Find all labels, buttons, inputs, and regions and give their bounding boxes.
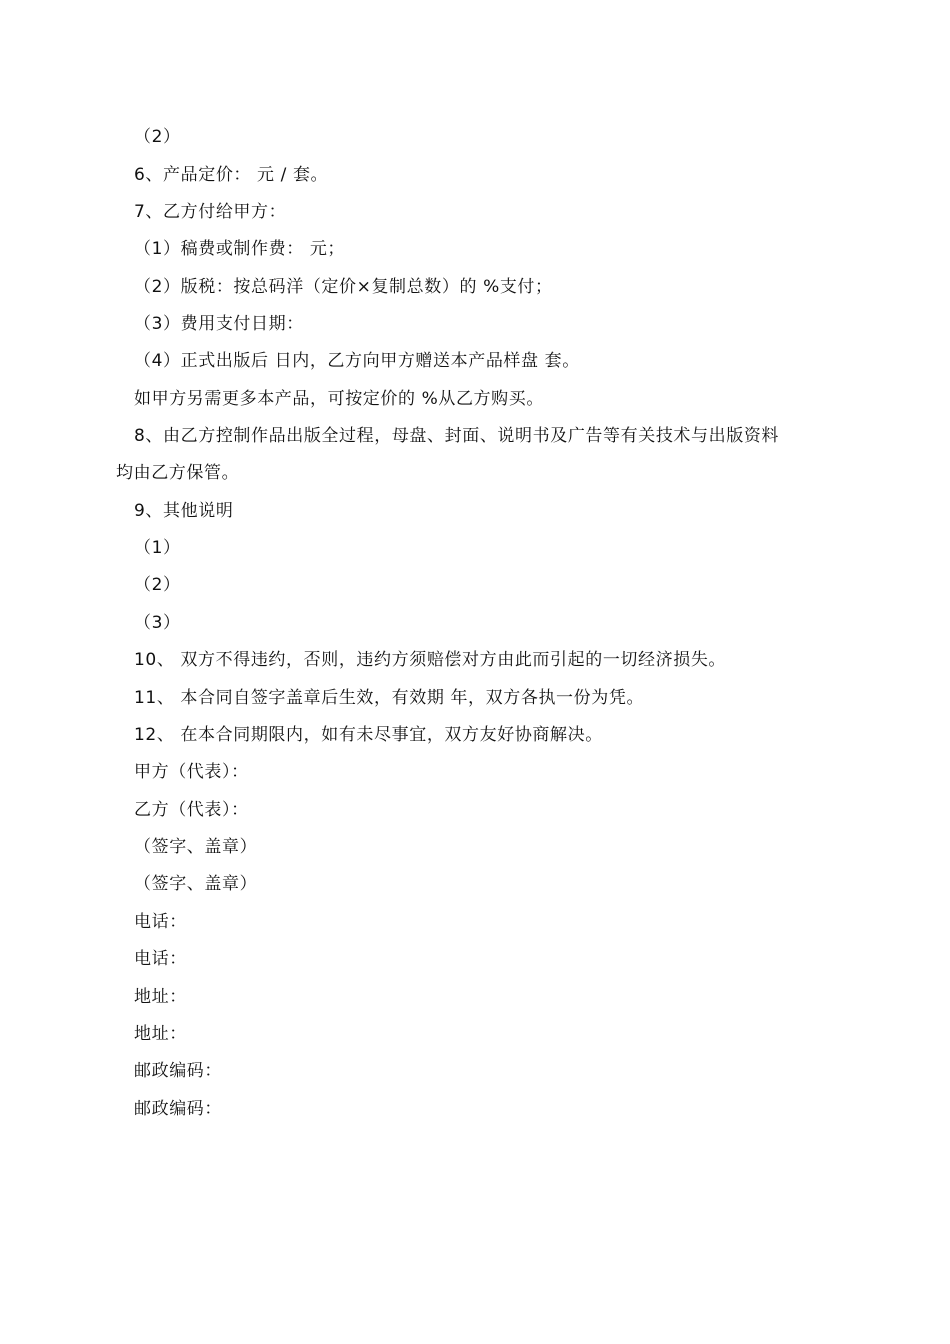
clause-9-item-2: （2） <box>134 575 181 595</box>
item-2-placeholder: （2） <box>134 127 181 147</box>
address-a: 地址： <box>134 987 187 1007</box>
clause-8-line-2: 均由乙方保管。 <box>116 463 240 483</box>
clause-7-item-4: （4）正式出版后 日内，乙方向甲方赠送本产品样盘 套。 <box>134 351 580 371</box>
clause-7-extra-purchase: 如甲方另需更多本产品，可按定价的 %从乙方购买。 <box>134 389 544 409</box>
clause-10: 10、 双方不得违约，否则，违约方须赔偿对方由此而引起的一切经济损失。 <box>134 650 727 670</box>
postal-code-a: 邮政编码： <box>134 1061 222 1081</box>
address-b: 地址： <box>134 1024 187 1044</box>
signature-seal-a: （签字、盖章） <box>134 837 258 857</box>
clause-8-line-1: 8、由乙方控制作品出版全过程，母盘、封面、说明书及广告等有关技术与出版资料 <box>134 426 780 446</box>
postal-code-b: 邮政编码： <box>134 1099 222 1119</box>
clause-12: 12、 在本合同期限内，如有未尽事宜，双方友好协商解决。 <box>134 725 603 745</box>
party-a-representative: 甲方（代表）： <box>134 762 249 782</box>
clause-7-payment: 7、乙方付给甲方： <box>134 202 287 222</box>
clause-7-item-2: （2）版税：按总码洋（定价×复制总数）的 %支付； <box>134 277 553 297</box>
clause-9-other: 9、其他说明 <box>134 501 234 521</box>
clause-9-item-1: （1） <box>134 538 181 558</box>
phone-b: 电话： <box>134 949 187 969</box>
party-b-representative: 乙方（代表）： <box>134 800 249 820</box>
clause-6-price: 6、产品定价： 元 / 套。 <box>134 165 329 185</box>
clause-11: 11、 本合同自签字盖章后生效，有效期 年，双方各执一份为凭。 <box>134 688 645 708</box>
phone-a: 电话： <box>134 912 187 932</box>
signature-seal-b: （签字、盖章） <box>134 874 258 894</box>
clause-7-item-1: （1）稿费或制作费： 元； <box>134 239 346 259</box>
clause-9-item-3: （3） <box>134 613 181 633</box>
clause-7-item-3: （3）费用支付日期： <box>134 314 304 334</box>
